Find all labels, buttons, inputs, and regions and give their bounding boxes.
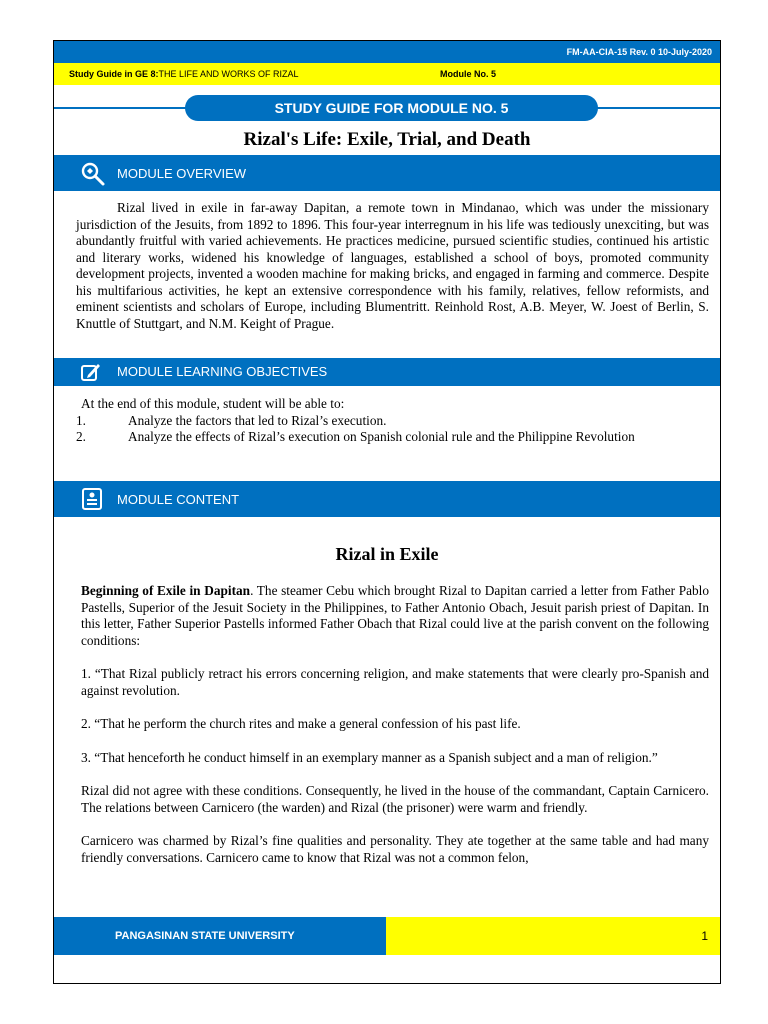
page-number: 1: [386, 917, 720, 955]
document-icon: [80, 487, 104, 514]
body-paragraph: Rizal did not agree with these conditions. Consequently, he lived in the house of the commandant, Captain Carnicero. The relations between Carnicero (the warden) and Rizal (the prisoner) were warm and friendly.: [81, 783, 709, 815]
content-header: [54, 481, 720, 517]
objectives-list: [76, 396, 709, 446]
overview-paragraph: Rizal lived in exile in far-away Dapitan, a remote town in Mindanao, which was under the missionary jurisdiction of the Jesuits, from 1892 to 1896. This four-year interregnum in his life was tediously unexciting, but was abundantly fruitful with varied achievements. He practices medicine, pursued scientific studies, continued his artistic and literary works, widened his knowledge of languages, established a school of boys, promoted community development projects, invented a wooden machine for making bricks, and engaged in farming and commerce. Despite his multifarious activities, he kept an extensive correspondence with his family, relatives, fellow reformists, and eminent scientists and scholars of Europe, including Blumentritt. Reinhold Rost, A.B. Meyer, W. Joest of Berlin, S. Knuttle of Stuttgart, and N.M. Keight of Prague.: [76, 200, 709, 331]
course-title: [69, 63, 299, 85]
course-prefix: Study Guide in GE 8:: [69, 69, 159, 79]
overview-heading: MODULE OVERVIEW: [117, 166, 247, 181]
edit-icon: [80, 361, 102, 386]
module-number: Module No. 5: [440, 69, 496, 79]
section-title: Rizal in Exile: [335, 544, 439, 564]
content-heading: MODULE CONTENT: [117, 492, 240, 507]
course-name: THE LIFE AND WORKS OF RIZAL: [158, 69, 299, 79]
form-code-bar: [54, 41, 720, 63]
objectives-header: [54, 358, 720, 386]
page-title: Rizal's Life: Exile, Trial, and Death: [243, 129, 531, 150]
course-bar: [54, 63, 720, 85]
study-guide-page: [53, 40, 721, 984]
objective-text: Analyze the factors that led to Rizal’s execution.: [128, 412, 387, 428]
objective-number: 1.: [76, 412, 86, 428]
objectives-heading: MODULE LEARNING OBJECTIVES: [117, 364, 328, 379]
condition-item: 2. “That he perform the church rites and make a general confession of his past life.: [81, 716, 521, 731]
lead-text: . The steamer Cebu which brought Rizal to Dapitan carried a letter from Father Pablo Pastells, Superior of the Jesuit Society in the Philippines, to Father Antonio Obach, Jesuit parish priest of Dapitan. In this letter, Father Superior Pastells informed Father Obach that Rizal could live at the parish convent on the following conditions:: [81, 583, 709, 648]
module-banner: STUDY GUIDE FOR MODULE NO. 5: [185, 95, 598, 121]
lead-bold: Beginning of Exile in Dapitan: [81, 583, 251, 598]
body-paragraph: Carnicero was charmed by Rizal’s fine qualities and personality. They ate together at the same table and had many friendly conversations. Carnicero came to know that Rizal was not a common felon,: [81, 833, 709, 865]
content-body: [81, 583, 709, 866]
objective-number: 2.: [76, 429, 86, 444]
magnifier-icon: [80, 161, 106, 190]
objective-item: [76, 429, 709, 446]
condition-item: 3. “That henceforth he conduct himself in an exemplary manner as a Spanish subject and a man of religion.”: [81, 749, 658, 765]
objective-text: Analyze the effects of Rizal’s execution on Spanish colonial rule and the Philippine Revolution: [128, 429, 635, 444]
form-code: FM-AA-CIA-15 Rev. 0 10-July-2020: [566, 47, 712, 57]
objectives-intro: At the end of this module, student will be able to:: [81, 396, 345, 411]
overview-header: [54, 155, 720, 191]
lead-paragraph: [81, 583, 709, 649]
page-footer: [54, 917, 720, 955]
objective-item: [76, 413, 709, 430]
condition-item: 1. “That Rizal publicly retract his errors concerning religion, and make statements that were clearly pro-Spanish and against revolution.: [81, 666, 709, 698]
university-name: PANGASINAN STATE UNIVERSITY: [54, 917, 386, 955]
